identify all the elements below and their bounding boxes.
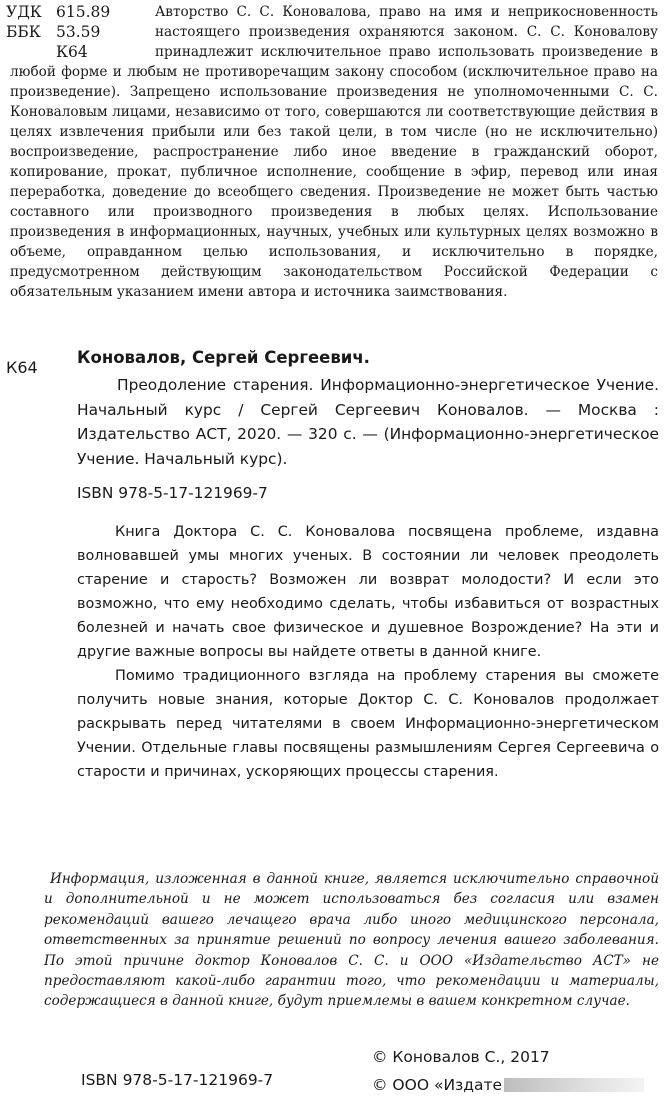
author-heading: Коновалов, Сергей Сергеевич. bbox=[77, 348, 370, 367]
annotation-paragraph-2: Помимо традиционного взгляда на проблему старения вы сможете получить новые знания, которые Доктор С. С. Коновалов продолжает раскрывать перед читателями в своем Информационно-энергетическом Учении. Отдельные главы посвящены размышлениям Сергея Сергеевича о старости и причинах, ускоряющих процессы старения. bbox=[77, 668, 659, 780]
copyright-notice: Авторство С. С. Коновалова, право на имя и неприкосновенность настоящего произведения охраняются законом. С. С. Коновалову принадлежит исключительное право использовать произведение в любой форме и любым не противоречащим закону способом (исключительное право на произведение). Запрещено использование произведения не уполномоченными С. С. Коноваловым лицами, независимо от того, совершаются ли соответствующие действия в целях извлечения прибыли или без такой цели, в том числе (но не исключительно) воспроизведение, распространение либо иное введение в гражданский оборот, копирование, прокат, публичное исполнение, сообщение в эфир, перевод или иная переработка, доведение до всеобщего сведения. Произведение не может быть частью составного или производного произведения в любых целях. Использование произведения в информационных, научных, учебных или культурных целях возможно в объеме, оправданном целью использования, и исключительно в порядке, предусмотренном действующим законодательством Российской Федерации с обязательным указанием имени автора и источника заимствования. bbox=[10, 4, 658, 300]
copyright-notice-block bbox=[10, 2, 658, 302]
bibliographic-record: Преодоление старения. Информационно-энергетическое Учение. Начальный курс / Сергей Сергеевич Коновалов. — Москва : Издательство АСТ, 2020. — 320 с. — (Информационно-энергетическое Учение. Начальный курс). bbox=[77, 376, 659, 468]
copyright-author: © Коновалов С., 2017 bbox=[372, 1048, 550, 1066]
annotation bbox=[77, 520, 659, 784]
annotation-paragraph-1: Книга Доктора С. С. Коновалова посвящена проблеме, издавна волновавшей умы многих ученых. В состоянии ли человек преодолеть старение и старость? Возможен ли возврат молодости? И если это возможно, что ему необходимо сделать, чтобы избавиться от возрастных болезней и начать свое физическое и душевное Возрождение? На эти и другие важные вопросы вы найдете ответы в данной книге. bbox=[77, 524, 659, 660]
bbk-label: ББК bbox=[6, 23, 41, 41]
udc-code: 615.89 bbox=[56, 3, 111, 21]
medical-disclaimer: Информация, изложенная в данной книге, является исключительно справочной и дополнительной и не может использоваться без согласия или взамен рекомендаций вашего лечащего врача либо иного медицинского персонала, ответственных за принятие решений по вопросу лечения вашего заболевания. По этой причине доктор Коновалов С. С. и ООО «Издательство АСТ» не предоставляют какой-либо гарантии того, что рекомендации и материалы, содержащиеся в данной книге, будут приемлемы в вашем конкретном случае. bbox=[44, 871, 659, 1010]
isbn-line: ISBN 978-5-17-121969-7 bbox=[77, 484, 268, 502]
author-mark: К64 bbox=[56, 43, 88, 61]
udc-label: УДК bbox=[6, 3, 42, 21]
copyright-lines bbox=[372, 1043, 644, 1099]
bbk-code: 53.59 bbox=[56, 23, 101, 41]
side-author-mark: К64 bbox=[6, 358, 38, 377]
watermark-blur bbox=[504, 1078, 644, 1092]
copyright-publisher-row bbox=[372, 1071, 644, 1099]
isbn-footer: ISBN 978-5-17-121969-7 bbox=[81, 1071, 274, 1089]
copyright-publisher: © ООО «Издате bbox=[372, 1076, 503, 1094]
classification-spacer bbox=[10, 2, 155, 62]
